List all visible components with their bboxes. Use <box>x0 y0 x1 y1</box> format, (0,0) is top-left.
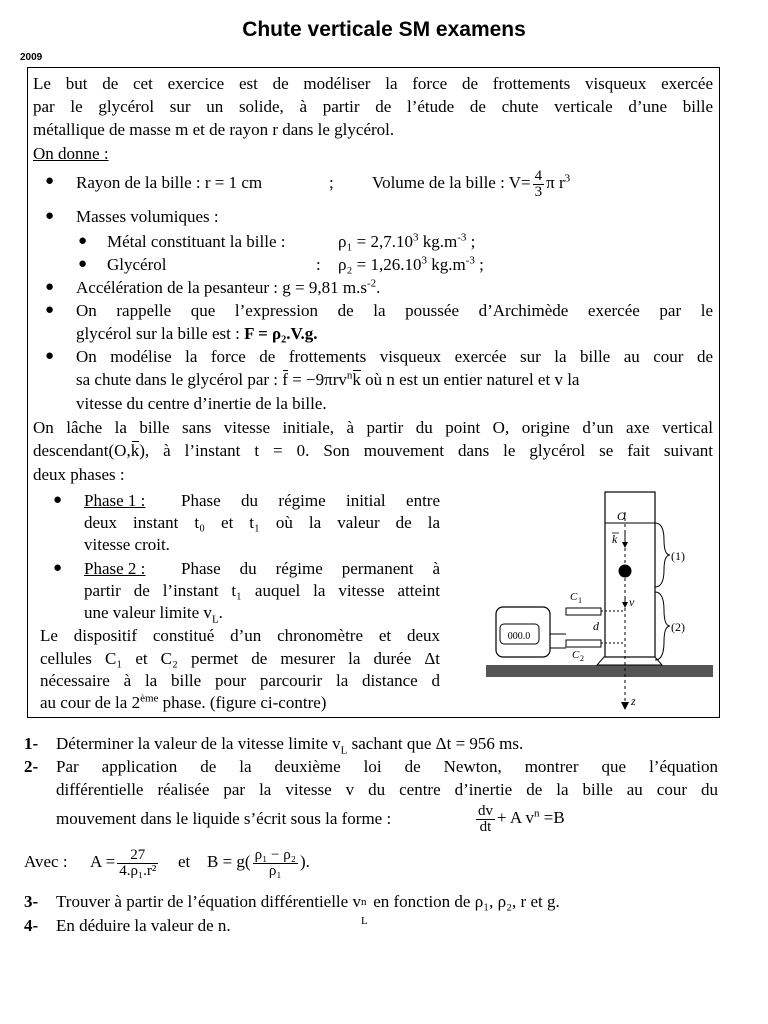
gravity-end: . <box>376 278 381 297</box>
constant-b <box>207 840 310 884</box>
differential-equation <box>474 798 565 838</box>
cell-c1 <box>566 608 601 615</box>
question-4-number: 4- <box>24 916 39 935</box>
b-fraction <box>253 848 298 879</box>
phase-1-label: Phase 1 : <box>84 491 146 510</box>
a-num: 27 <box>117 848 158 864</box>
glyc-unit-exp: -3 <box>465 254 475 267</box>
bullet-icon: ● <box>45 348 55 364</box>
q1-text-b: sachant que Δt = 956 ms. <box>347 734 524 753</box>
bullet-icon: ● <box>45 279 55 295</box>
a-fraction <box>117 848 158 879</box>
c2-label: C <box>572 649 580 661</box>
intro-line-3: métallique de masse m et de rayon r dans le glycérol. <box>33 120 395 139</box>
eq-exp: n <box>534 807 540 820</box>
c1-label: C <box>570 591 578 603</box>
phase-1-line-1: Phase du régime initial entre <box>181 491 440 510</box>
device-line-2: cellules C₁ et C₂ permet de mesurer la durée Δt <box>40 649 440 668</box>
bullet-icon: ● <box>45 302 55 318</box>
device-sup: ème <box>140 692 159 705</box>
b-num: ρ₁ − ρ₂ <box>254 846 296 863</box>
question-4: En déduire la valeur de n. <box>56 916 231 935</box>
z-label: z <box>631 694 636 708</box>
volume-exponent: 3 <box>564 172 571 185</box>
device-line-1: Le dispositif constitué d’un chronomètre et deux <box>40 626 440 645</box>
b-end: ). <box>299 852 310 871</box>
ball <box>619 565 632 578</box>
a-label: A = <box>90 852 116 871</box>
metal-unit-exp: -3 <box>457 231 467 244</box>
k-label: k <box>612 532 618 546</box>
phase-2-label: Phase 2 : <box>84 559 146 578</box>
question-2-line-3: mouvement dans le liquide s’écrit sous la forme : <box>56 809 392 828</box>
phase-2-text: une valeur limite v <box>84 603 212 622</box>
archimedes-text: glycérol sur la bille est : <box>76 324 245 343</box>
question-1 <box>56 733 523 755</box>
bullet-icon: ● <box>53 560 63 576</box>
volume-tail: π r <box>546 173 565 192</box>
origin-label: O <box>617 509 626 523</box>
bullet-icon: ● <box>53 492 63 508</box>
phase-2-end: . <box>218 603 223 622</box>
phase-1-brace <box>655 523 670 587</box>
v-label: v <box>629 595 635 609</box>
phase-2-brace <box>655 592 670 660</box>
metal-label: Métal constituant la bille : <box>107 232 286 251</box>
c1-label-sub: 1 <box>578 596 582 605</box>
intro-line-2: par le glycérol sur un solide, à partir de l’étude de chute verticale d’une bille <box>33 97 713 116</box>
et-label: et <box>178 852 191 871</box>
q1-sub: L <box>340 744 348 757</box>
friction-exp-n: n <box>346 369 353 382</box>
metal-end: ; <box>466 232 476 251</box>
dt: dt <box>479 818 492 835</box>
glycerol-colon: : <box>316 255 321 274</box>
metal-value: ρ₁ = 2,7.10 <box>338 232 413 251</box>
device-text-a: au cour de la 2 <box>40 693 141 712</box>
question-2-line-1: Par application de la deuxième loi de Newton, montrer que l’équation <box>56 757 718 776</box>
release-line-1: On lâche la bille sans vitesse initiale, à partir du point O, origine d’un axe vertical <box>33 418 713 437</box>
friction-text: sa chute dans le glycérol par : <box>76 370 283 389</box>
b-label: B = g( <box>207 852 251 871</box>
phase-1-line-2: deux instant t₀ et t₁ où la valeur de la <box>84 513 440 532</box>
chronometer-reading: 000.0 <box>507 631 531 642</box>
phase-2-sub: L <box>211 613 219 626</box>
phase-2-line-1: Phase du régime permanent à <box>181 559 440 578</box>
release-line-3: deux phases : <box>33 465 125 484</box>
question-3-number: 3- <box>24 892 39 911</box>
phase-1-line-3: vitesse croit. <box>84 535 170 554</box>
friction-eq: = −9πrv <box>287 370 347 389</box>
q1-text-a: Déterminer la valeur de la vitesse limite v <box>56 734 341 753</box>
q3-text-a: Trouver à partir de l’équation différentielle v <box>56 892 361 911</box>
phase-1-figure-label: (1) <box>671 549 685 563</box>
glyc-end: ; <box>474 255 484 274</box>
friction-vector-f: f <box>282 370 288 389</box>
volume-frac-den: 3 <box>534 183 543 200</box>
eq-end: =B <box>539 808 565 827</box>
dvdt-fraction <box>476 804 495 835</box>
cell-c2 <box>566 640 601 647</box>
device-text-b: phase. (figure ci-contre) <box>158 693 327 712</box>
archimedes-formula: F = ρ₂.V.g. <box>244 324 318 343</box>
dv: dv <box>478 802 493 819</box>
volume-label: Volume de la bille : V= <box>372 173 531 192</box>
masses-heading: Masses volumiques : <box>76 207 219 226</box>
given-heading: On donne : <box>33 144 109 163</box>
gravity-exp: -2 <box>366 277 377 290</box>
phase-2-figure-label: (2) <box>671 620 685 634</box>
friction-line-1: On modélise la force de frottements visqueux exercée sur la bille au cour de <box>76 347 713 366</box>
question-1-number: 1- <box>24 734 39 753</box>
eq-tail: + A v <box>497 808 534 827</box>
page-title: Chute verticale SM examens <box>242 18 526 41</box>
exam-year: 2009 <box>20 52 43 63</box>
archimedes-line-1: On rappelle que l’expression de la poussée d’Archimède exercée par le <box>76 301 713 320</box>
device-line-3: nécessaire à la bille pour parcourir la distance d <box>40 671 440 690</box>
gravity-text: Accélération de la pesanteur : g = 9,81 m.s <box>76 278 367 297</box>
release-vector-k: k <box>130 441 140 460</box>
friction-tail: où n est un entier naturel et v la <box>360 370 580 389</box>
bullet-icon: ● <box>78 233 88 249</box>
question-2-number: 2- <box>24 757 39 776</box>
question-3: Trouver à partir de l’équation différentielle v n L en fonction de ρ₁, ρ₂, r et g. <box>56 892 560 927</box>
friction-vector-k: k <box>352 370 361 389</box>
question-2-line-2: différentielle réalisée par la vitesse v du centre d’inertie de la bille au cour du <box>56 780 718 799</box>
tube-stand <box>597 657 662 665</box>
bullet-icon: ● <box>45 208 55 224</box>
metal-unit: kg.m <box>418 232 458 251</box>
given-separator: ; <box>329 173 334 192</box>
glycerol-label: Glycérol <box>107 255 167 274</box>
friction-line-3: vitesse du centre d’inertie de la bille. <box>76 394 327 413</box>
c2-label-sub: 2 <box>580 654 584 663</box>
metal-exp: 3 <box>413 231 419 244</box>
glyc-value: ρ₂ = 1,26.10 <box>338 255 422 274</box>
intro-line-1: Le but de cet exercice est de modéliser la force de frottements visqueux exercée <box>33 74 713 93</box>
volume-frac-num: 4 <box>534 167 543 184</box>
phase-2-line-2: partir de l’instant t₁ auquel la vitesse atteint <box>84 581 440 600</box>
release-text-b: ), à l’instant t = 0. Son mouvement dans le glycérol se fait suivant <box>139 441 713 460</box>
bullet-icon: ● <box>78 256 88 272</box>
release-text-a: descendant(O, <box>33 441 131 460</box>
bullet-icon: ● <box>45 173 55 189</box>
axis-arrow-icon <box>621 702 629 710</box>
glyc-unit: kg.m <box>427 255 466 274</box>
glyc-exp: 3 <box>421 254 427 267</box>
figure-base <box>486 665 713 677</box>
constant-a <box>90 840 160 884</box>
q3-text-b: en fonction de ρ₁, ρ₂, r et g. <box>368 892 560 911</box>
distance-label: d <box>593 619 599 633</box>
avec-label: Avec : <box>24 852 68 871</box>
given-radius: Rayon de la bille : r = 1 cm <box>76 173 263 192</box>
b-den: ρ₁ <box>268 862 282 879</box>
a-den: 4.ρ₁.r² <box>119 862 157 879</box>
